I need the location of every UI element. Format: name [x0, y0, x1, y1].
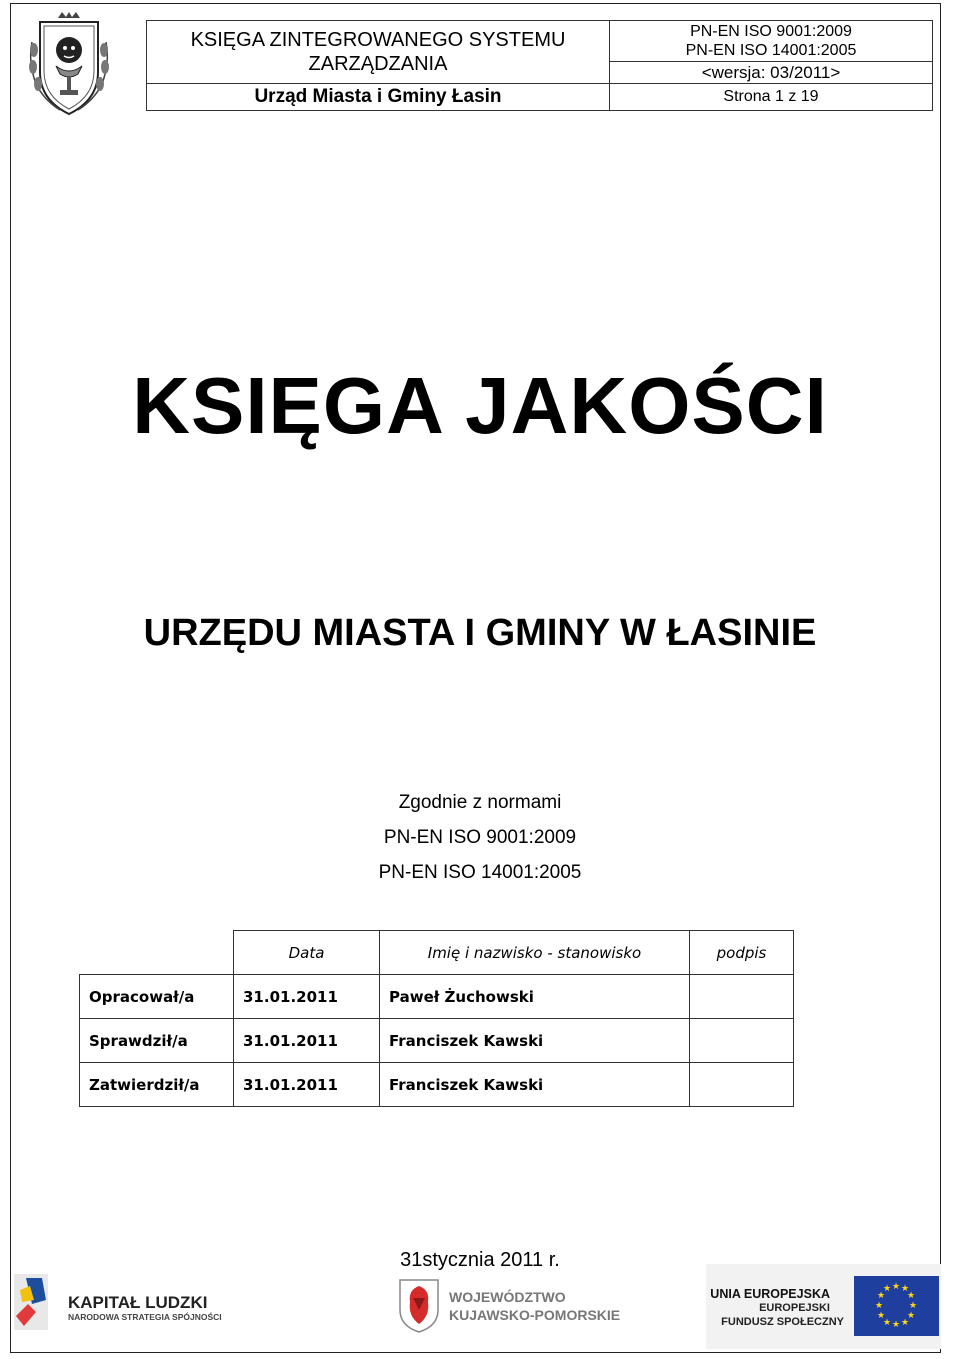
role-cell: Sprawdził/a	[80, 1019, 234, 1063]
version-label: <wersja: 03/2011>	[610, 62, 933, 84]
signature-cell	[690, 1063, 794, 1107]
signature-table	[79, 930, 794, 1107]
eu-fund-logo	[706, 1264, 941, 1349]
kapital-ludzki-logo	[12, 1270, 232, 1334]
svg-text:★: ★	[874, 1301, 884, 1311]
subtitle: URZĘDU MIASTA I GMINY W ŁASINIE	[143, 612, 817, 654]
svg-text:★: ★	[882, 1318, 892, 1328]
signature-cell	[690, 1019, 794, 1063]
header-date: Data	[234, 931, 380, 975]
svg-text:★: ★	[900, 1284, 910, 1294]
office-name: Urząd Miasta i Gminy Łasin	[147, 84, 610, 111]
header-name: Imię i nazwisko - stanowisko	[380, 931, 690, 975]
name-cell: Paweł Żuchowski	[380, 975, 690, 1019]
eu-line2: EUROPEJSKI	[759, 1302, 830, 1314]
svg-text:★: ★	[876, 1311, 886, 1321]
name-cell: Franciszek Kawski	[380, 1063, 690, 1107]
svg-text:★: ★	[906, 1291, 916, 1301]
coat-of-arms-logo	[26, 12, 112, 118]
svg-text:★: ★	[908, 1301, 918, 1311]
norms-block	[0, 785, 960, 890]
name-cell: Franciszek Kawski	[380, 1019, 690, 1063]
svg-text:★: ★	[900, 1318, 910, 1328]
date-cell: 31.01.2011	[234, 1063, 380, 1107]
svg-text:★: ★	[882, 1284, 892, 1294]
date-cell: 31.01.2011	[234, 975, 380, 1019]
header-standard-9001: PN-EN ISO 9001:2009	[690, 23, 852, 40]
woj-line2: KUJAWSKO-POMORSKIE	[449, 1307, 621, 1323]
norm-9001: PN-EN ISO 9001:2009	[383, 827, 577, 848]
header-table	[146, 20, 933, 111]
wojewodztwo-logo	[398, 1276, 621, 1332]
page-number: Strona 1 z 19	[610, 84, 933, 111]
kl-title: KAPITAŁ LUDZKI	[68, 1293, 208, 1312]
header-standards	[610, 21, 933, 62]
role-cell: Opracował/a	[80, 975, 234, 1019]
table-row	[80, 1019, 794, 1063]
signature-cell	[690, 975, 794, 1019]
system-title: KSIĘGA ZINTEGROWANEGO SYSTEMU ZARZĄDZANIA	[147, 21, 610, 84]
norms-intro: Zgodnie z normami	[398, 792, 562, 813]
woj-line1: WOJEWÓDZTWO	[449, 1289, 566, 1305]
role-cell: Zatwierdził/a	[80, 1063, 234, 1107]
svg-text:★: ★	[891, 1282, 901, 1292]
eu-line3: FUNDUSZ SPOŁECZNY	[721, 1316, 844, 1328]
svg-text:★: ★	[891, 1320, 901, 1330]
svg-text:★: ★	[876, 1291, 886, 1301]
norm-14001: PN-EN ISO 14001:2005	[378, 862, 582, 883]
signature-header-row	[80, 931, 794, 975]
header-signature: podpis	[690, 931, 794, 975]
main-title: KSIĘGA JAKOŚCI	[132, 361, 828, 450]
eu-line1: UNIA EUROPEJSKA	[710, 1287, 830, 1301]
date-cell: 31.01.2011	[234, 1019, 380, 1063]
document-date: 31stycznia 2011 r.	[400, 1249, 560, 1271]
page-border	[10, 3, 941, 1353]
header-standard-14001: PN-EN ISO 14001:2005	[685, 42, 857, 59]
kl-subtitle: NARODOWA STRATEGIA SPÓJNOŚCI	[68, 1312, 222, 1322]
table-row	[80, 975, 794, 1019]
table-row	[80, 1063, 794, 1107]
svg-text:★: ★	[906, 1311, 916, 1321]
